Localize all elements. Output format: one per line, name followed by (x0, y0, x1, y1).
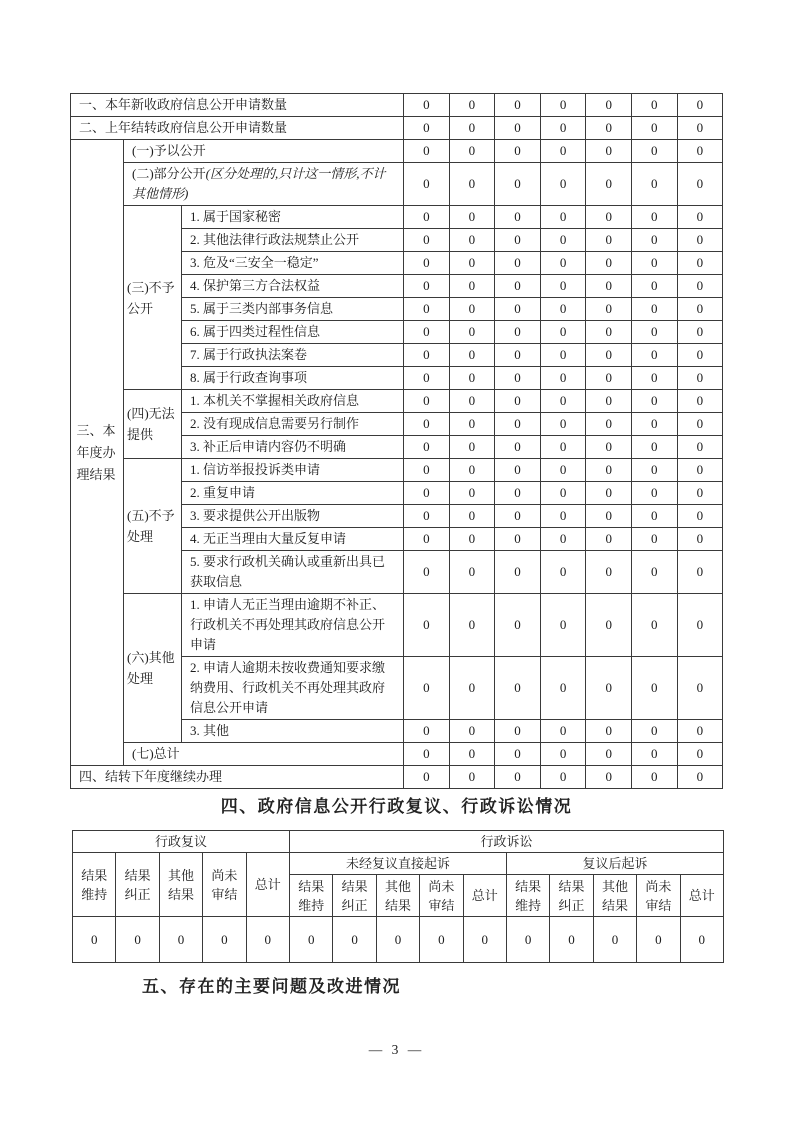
value-cell: 0 (677, 766, 723, 789)
table-header-row (73, 831, 724, 853)
value-cell: 0 (495, 551, 541, 594)
column-header: 总计 (246, 853, 289, 917)
value-cell: 0 (495, 436, 541, 459)
value-cell: 0 (449, 766, 495, 789)
row-label-note: (区分处理的,只计这一情形,不计其他情形) (132, 166, 386, 201)
column-header: 结果纠正 (116, 853, 159, 917)
after-review-lawsuit-header: 复议后起诉 (506, 853, 723, 875)
section5-heading: 五、存在的主要问题及改进情况 (142, 977, 401, 996)
value-cell: 0 (449, 482, 495, 505)
value-cell: 0 (586, 140, 632, 163)
value-cell: 0 (404, 252, 450, 275)
value-cell: 0 (404, 321, 450, 344)
value-cell: 0 (586, 229, 632, 252)
value-cell: 0 (586, 252, 632, 275)
value-cell: 0 (677, 459, 723, 482)
value-cell: 0 (404, 367, 450, 390)
value-cell: 0 (495, 367, 541, 390)
value-cell: 0 (586, 551, 632, 594)
row-label: 一、本年新收政府信息公开申请数量 (71, 94, 404, 117)
value-cell: 0 (495, 140, 541, 163)
application-results-table (70, 93, 723, 789)
row-label: 6. 属于四类过程性信息 (182, 321, 404, 344)
value-cell: 0 (677, 528, 723, 551)
value-cell: 0 (404, 743, 450, 766)
direct-lawsuit-header: 未经复议直接起诉 (290, 853, 507, 875)
column-header: 结果维持 (506, 875, 549, 917)
value-cell: 0 (449, 117, 495, 140)
value-cell: 0 (449, 367, 495, 390)
row-label: 1. 申请人无正当理由逾期不补正、行政机关不再处理其政府信息公开申请 (182, 594, 404, 657)
value-cell: 0 (159, 917, 202, 963)
value-cell: 0 (449, 505, 495, 528)
value-cell: 0 (586, 657, 632, 720)
value-cell: 0 (540, 482, 586, 505)
value-cell: 0 (540, 720, 586, 743)
value-cell: 0 (449, 140, 495, 163)
value-cell: 0 (116, 917, 159, 963)
value-cell: 0 (449, 275, 495, 298)
value-cell: 0 (677, 321, 723, 344)
table-row (71, 390, 723, 413)
section-label-text: 三、本年度办理结果 (76, 422, 116, 482)
value-cell: 0 (677, 743, 723, 766)
value-cell: 0 (540, 413, 586, 436)
value-cell: 0 (540, 594, 586, 657)
value-cell: 0 (495, 344, 541, 367)
value-cell: 0 (631, 743, 677, 766)
value-cell: 0 (540, 163, 586, 206)
value-cell: 0 (586, 528, 632, 551)
value-cell: 0 (631, 344, 677, 367)
value-cell: 0 (540, 229, 586, 252)
value-cell: 0 (586, 720, 632, 743)
value-cell: 0 (631, 117, 677, 140)
value-cell: 0 (495, 117, 541, 140)
value-cell: 0 (677, 94, 723, 117)
row-label: 1. 属于国家秘密 (182, 206, 404, 229)
value-cell: 0 (680, 917, 724, 963)
value-cell: 0 (677, 390, 723, 413)
row-label: 4. 保护第三方合法权益 (182, 275, 404, 298)
value-cell: 0 (540, 390, 586, 413)
value-cell: 0 (495, 206, 541, 229)
page-number: — 3 — (368, 1042, 425, 1057)
value-cell: 0 (404, 459, 450, 482)
value-cell: 0 (404, 657, 450, 720)
value-cell: 0 (677, 206, 723, 229)
value-cell: 0 (677, 594, 723, 657)
value-cell: 0 (677, 252, 723, 275)
value-cell: 0 (677, 163, 723, 206)
value-cell: 0 (495, 528, 541, 551)
value-cell: 0 (540, 344, 586, 367)
value-cell: 0 (631, 551, 677, 594)
value-cell: 0 (449, 551, 495, 594)
value-cell: 0 (677, 140, 723, 163)
value-cell: 0 (404, 436, 450, 459)
value-cell: 0 (404, 275, 450, 298)
value-cell: 0 (449, 206, 495, 229)
row-label: 3. 要求提供公开出版物 (182, 505, 404, 528)
value-cell: 0 (449, 344, 495, 367)
column-header: 结果维持 (73, 853, 116, 917)
value-cell: 0 (586, 766, 632, 789)
value-cell: 0 (449, 657, 495, 720)
row-label: 1. 本机关不掌握相关政府信息 (182, 390, 404, 413)
group-label: (四)无法提供 (124, 390, 182, 459)
column-header: 结果维持 (290, 875, 333, 917)
value-cell: 0 (540, 505, 586, 528)
value-cell: 0 (506, 917, 549, 963)
value-cell: 0 (540, 766, 586, 789)
value-cell: 0 (677, 505, 723, 528)
value-cell: 0 (449, 298, 495, 321)
value-cell: 0 (495, 321, 541, 344)
value-cell: 0 (631, 766, 677, 789)
table-row (71, 117, 723, 140)
row-label: 2. 其他法律行政法规禁止公开 (182, 229, 404, 252)
value-cell: 0 (586, 743, 632, 766)
value-cell: 0 (550, 917, 593, 963)
value-cell: 0 (495, 229, 541, 252)
value-cell: 0 (495, 459, 541, 482)
value-cell: 0 (677, 413, 723, 436)
value-cell: 0 (495, 594, 541, 657)
table-row (71, 766, 723, 789)
value-cell: 0 (449, 390, 495, 413)
value-cell: 0 (631, 657, 677, 720)
column-header: 其他结果 (376, 875, 419, 917)
value-cell: 0 (404, 482, 450, 505)
value-cell: 0 (449, 459, 495, 482)
value-cell: 0 (540, 436, 586, 459)
value-cell: 0 (540, 206, 586, 229)
value-cell: 0 (540, 140, 586, 163)
table-row (71, 94, 723, 117)
row-label: (七)总计 (124, 743, 404, 766)
row-label: 2. 申请人逾期未按收费通知要求缴纳费用、行政机关不再处理其政府信息公开申请 (182, 657, 404, 720)
table-row (71, 140, 723, 163)
value-cell: 0 (404, 720, 450, 743)
table-row (73, 917, 724, 963)
value-cell: 0 (586, 275, 632, 298)
column-header: 尚未审结 (637, 875, 680, 917)
value-cell: 0 (540, 459, 586, 482)
value-cell: 0 (495, 720, 541, 743)
value-cell: 0 (586, 206, 632, 229)
value-cell: 0 (586, 117, 632, 140)
value-cell: 0 (586, 459, 632, 482)
litigation-header: 行政诉讼 (290, 831, 724, 853)
row-label: 二、上年结转政府信息公开申请数量 (71, 117, 404, 140)
value-cell: 0 (420, 917, 463, 963)
row-label-main: (二)部分公开 (132, 166, 206, 181)
value-cell: 0 (540, 528, 586, 551)
value-cell: 0 (631, 390, 677, 413)
value-cell: 0 (495, 275, 541, 298)
value-cell: 0 (631, 436, 677, 459)
value-cell: 0 (677, 657, 723, 720)
value-cell: 0 (631, 459, 677, 482)
value-cell: 0 (495, 482, 541, 505)
value-cell: 0 (586, 321, 632, 344)
value-cell: 0 (449, 436, 495, 459)
value-cell: 0 (677, 229, 723, 252)
value-cell: 0 (540, 252, 586, 275)
column-header: 结果纠正 (550, 875, 593, 917)
value-cell: 0 (495, 298, 541, 321)
value-cell: 0 (586, 344, 632, 367)
value-cell: 0 (631, 275, 677, 298)
row-label: 四、结转下年度继续办理 (71, 766, 404, 789)
value-cell: 0 (677, 436, 723, 459)
value-cell: 0 (333, 917, 376, 963)
table-row (71, 743, 723, 766)
value-cell: 0 (449, 743, 495, 766)
row-label: 3. 补正后申请内容仍不明确 (182, 436, 404, 459)
value-cell: 0 (495, 252, 541, 275)
value-cell: 0 (449, 163, 495, 206)
value-cell: 0 (449, 720, 495, 743)
group-label: (五)不予处理 (124, 459, 182, 594)
value-cell: 0 (404, 163, 450, 206)
value-cell: 0 (404, 505, 450, 528)
value-cell: 0 (449, 229, 495, 252)
value-cell: 0 (463, 917, 506, 963)
value-cell: 0 (404, 390, 450, 413)
row-label: 3. 其他 (182, 720, 404, 743)
column-header: 尚未审结 (203, 853, 246, 917)
value-cell: 0 (449, 94, 495, 117)
section-label (71, 140, 124, 766)
group-label: (六)其他处理 (124, 594, 182, 743)
value-cell: 0 (290, 917, 333, 963)
row-label: 2. 没有现成信息需要另行制作 (182, 413, 404, 436)
value-cell: 0 (404, 298, 450, 321)
value-cell: 0 (593, 917, 636, 963)
table-row (71, 459, 723, 482)
value-cell: 0 (631, 482, 677, 505)
value-cell: 0 (540, 321, 586, 344)
review-header: 行政复议 (73, 831, 290, 853)
value-cell: 0 (631, 94, 677, 117)
value-cell: 0 (631, 252, 677, 275)
value-cell: 0 (73, 917, 116, 963)
value-cell: 0 (677, 482, 723, 505)
value-cell: 0 (677, 551, 723, 594)
value-cell: 0 (449, 594, 495, 657)
value-cell: 0 (540, 657, 586, 720)
value-cell: 0 (631, 140, 677, 163)
table-row (71, 163, 723, 206)
column-header: 其他结果 (159, 853, 202, 917)
row-label: 1. 信访举报投诉类申请 (182, 459, 404, 482)
value-cell: 0 (203, 917, 246, 963)
value-cell: 0 (495, 390, 541, 413)
row-label: 2. 重复申请 (182, 482, 404, 505)
table-header-row (73, 853, 724, 875)
value-cell: 0 (586, 413, 632, 436)
value-cell: 0 (677, 117, 723, 140)
value-cell: 0 (631, 206, 677, 229)
value-cell: 0 (631, 528, 677, 551)
value-cell: 0 (404, 229, 450, 252)
value-cell: 0 (631, 505, 677, 528)
value-cell: 0 (677, 720, 723, 743)
value-cell: 0 (495, 766, 541, 789)
value-cell: 0 (540, 551, 586, 594)
value-cell: 0 (631, 413, 677, 436)
group-label: (三)不予公开 (124, 206, 182, 390)
value-cell: 0 (586, 505, 632, 528)
value-cell: 0 (586, 94, 632, 117)
value-cell: 0 (404, 206, 450, 229)
value-cell: 0 (631, 321, 677, 344)
value-cell: 0 (404, 344, 450, 367)
table-row (71, 206, 723, 229)
value-cell: 0 (631, 229, 677, 252)
row-label: 8. 属于行政查询事项 (182, 367, 404, 390)
value-cell: 0 (404, 551, 450, 594)
value-cell: 0 (404, 594, 450, 657)
value-cell: 0 (449, 528, 495, 551)
value-cell: 0 (495, 163, 541, 206)
value-cell: 0 (586, 482, 632, 505)
value-cell: 0 (586, 163, 632, 206)
value-cell: 0 (586, 436, 632, 459)
row-label: (一)予以公开 (124, 140, 404, 163)
value-cell: 0 (540, 367, 586, 390)
value-cell: 0 (631, 594, 677, 657)
value-cell: 0 (540, 298, 586, 321)
value-cell: 0 (540, 117, 586, 140)
value-cell: 0 (677, 298, 723, 321)
value-cell: 0 (246, 917, 289, 963)
value-cell: 0 (677, 344, 723, 367)
value-cell: 0 (540, 94, 586, 117)
value-cell: 0 (404, 140, 450, 163)
value-cell: 0 (495, 413, 541, 436)
value-cell: 0 (631, 367, 677, 390)
column-header: 其他结果 (593, 875, 636, 917)
value-cell: 0 (586, 594, 632, 657)
value-cell: 0 (631, 720, 677, 743)
row-label: 7. 属于行政执法案卷 (182, 344, 404, 367)
row-label: 5. 要求行政机关确认或重新出具已获取信息 (182, 551, 404, 594)
column-header: 结果纠正 (333, 875, 376, 917)
section4-heading: 四、政府信息公开行政复议、行政诉讼情况 (220, 797, 573, 816)
value-cell: 0 (586, 298, 632, 321)
value-cell: 0 (495, 505, 541, 528)
review-litigation-table (72, 830, 724, 963)
value-cell: 0 (677, 275, 723, 298)
value-cell: 0 (540, 743, 586, 766)
value-cell: 0 (631, 163, 677, 206)
value-cell: 0 (631, 298, 677, 321)
value-cell: 0 (637, 917, 680, 963)
column-header: 总计 (680, 875, 724, 917)
row-label (124, 163, 404, 206)
value-cell: 0 (540, 275, 586, 298)
column-header: 尚未审结 (420, 875, 463, 917)
value-cell: 0 (404, 94, 450, 117)
value-cell: 0 (586, 390, 632, 413)
value-cell: 0 (404, 528, 450, 551)
row-label: 3. 危及“三安全一稳定” (182, 252, 404, 275)
value-cell: 0 (449, 413, 495, 436)
value-cell: 0 (449, 252, 495, 275)
value-cell: 0 (677, 367, 723, 390)
value-cell: 0 (404, 413, 450, 436)
value-cell: 0 (404, 117, 450, 140)
value-cell: 0 (449, 321, 495, 344)
row-label: 5. 属于三类内部事务信息 (182, 298, 404, 321)
column-header: 总计 (463, 875, 506, 917)
value-cell: 0 (404, 766, 450, 789)
value-cell: 0 (495, 743, 541, 766)
table-row (71, 594, 723, 657)
row-label: 4. 无正当理由大量反复申请 (182, 528, 404, 551)
value-cell: 0 (495, 657, 541, 720)
value-cell: 0 (495, 94, 541, 117)
value-cell: 0 (376, 917, 419, 963)
value-cell: 0 (586, 367, 632, 390)
